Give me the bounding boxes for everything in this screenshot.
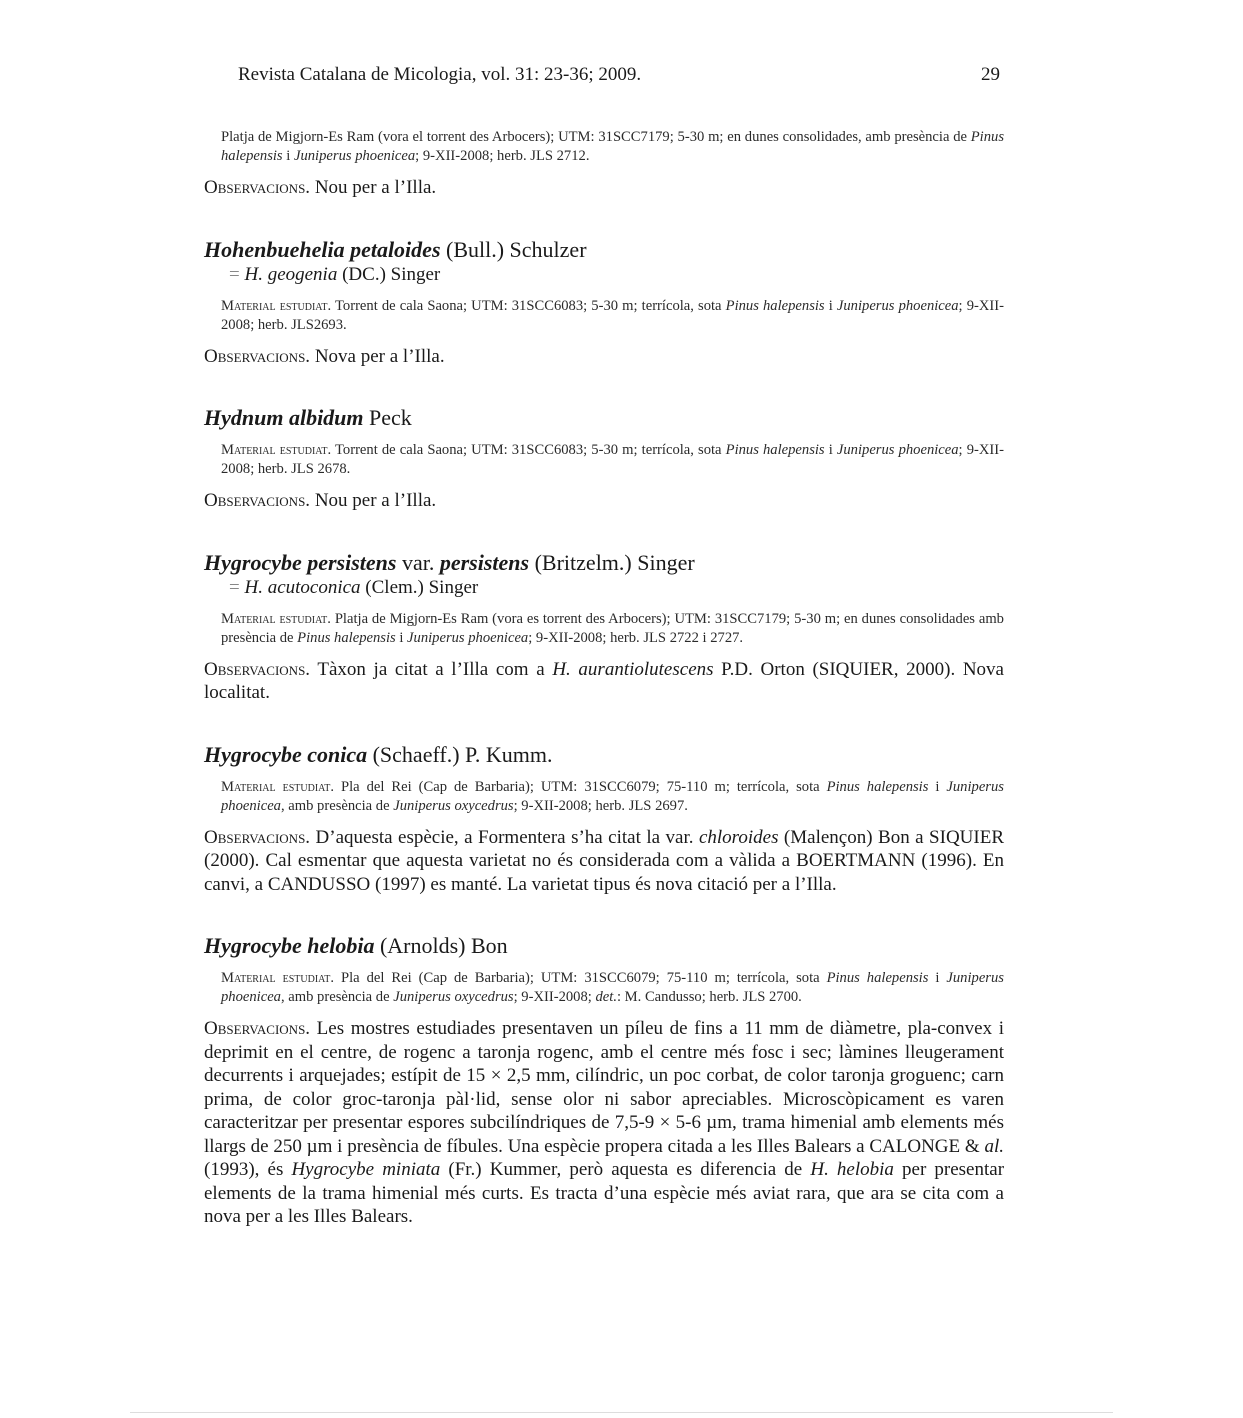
material-text: , amb presència de [280, 989, 394, 1005]
conjunction: i [282, 148, 294, 164]
material-paragraph [221, 610, 1004, 648]
species-author: (Schaeff.) P. Kumm. [367, 741, 553, 767]
observations-label: Observacions. [204, 490, 311, 511]
conjunction: i [928, 970, 947, 986]
synonym-sign: = [229, 263, 245, 285]
taxon-name: Juniperus phoenicea [293, 148, 416, 164]
observations-text: per presentar elements de la trama himenial més curts. Es tracta d’una espècie més aviat rara, que ara se cita com a nova per a les Illes Balears. [204, 1159, 1005, 1227]
material-label: Material estudiat. [221, 442, 332, 458]
material-text: ; 9-XII-2008; [513, 989, 596, 1005]
material-text: Pla del Rei (Cap de Barbaria); UTM: 31SCC6079; 75-110 m; terrícola, sota [334, 778, 827, 795]
material-text: ; 9-XII-2008; herb. JLS 2697. [513, 797, 688, 814]
taxon-name: H. helobia [810, 1159, 894, 1180]
material-paragraph [221, 441, 1004, 479]
observations-label: Observacions. [204, 658, 311, 680]
material-text: Torrent de cala Saona; UTM: 31SCC6083; 5-30 m; terrícola, sota [331, 442, 726, 458]
taxon-name: Juniperus phoenicea [836, 297, 959, 314]
observations-paragraph [204, 1017, 1004, 1229]
material-text: ; 9-XII-2008; herb. JLS 2712. [415, 148, 590, 164]
material-text: Platja de Migjorn-Es Ram (vora es torrent des Arbocers); UTM: 31SCC7179; 5-30 m; en dunes consolidades amb presència de [221, 610, 1004, 646]
observations-text: (Fr.) Kummer, però aquesta es diferencia de [440, 1159, 811, 1180]
taxon-name: Pinus halepensis [826, 970, 929, 986]
material-label: Material estudiat. [221, 778, 335, 795]
article-body [204, 128, 1004, 1229]
species-name: Hydnum albidum [204, 405, 364, 430]
species-name: Hygrocybe conica [204, 741, 368, 767]
synonym-author: (DC.) Singer [337, 263, 441, 285]
synonym-line [229, 576, 1004, 600]
species-author: Peck [363, 405, 412, 430]
observations-text: Nou per a l’Illa. [310, 177, 437, 198]
taxon-name: Pinus halepensis [297, 629, 396, 646]
observations-label: Observacions. [204, 826, 311, 848]
synonym-line [229, 263, 1004, 287]
page-bottom-edge [130, 1412, 1113, 1413]
taxon-name: H. aurantiolutescens [552, 658, 714, 680]
species-heading [204, 549, 1004, 576]
material-label: Material estudiat. [221, 970, 335, 986]
observations-text: Les mostres estudiades presentaven un píleu de fins a 11 mm de diàmetre, pla-convex i deprimit en el centre, de rogenc a taronja rogenc, amb el centre més fosc i sec; làmines lleugerament decurrents i arquejades; estípit de 15 × 2,5 mm, cilíndric, un poc corbat, de color taronja groguenc; carn prima, de color groc-taronja pàl·lid, sense olor ni sabor apreciables. Microscòpicament es varen caracteritzar per presentar espores subcilíndriques de 7,5-9 × 5-6 µm, trama himenial amb elements més llargs de 250 µm i presència de fíbules. Una espècie propera citada a les Illes Balears a CALONGE & [204, 1018, 1004, 1157]
observations-text: Nova per a l’Illa. [310, 345, 445, 367]
page-number: 29 [981, 64, 1000, 85]
species-author: (Britzelm.) Singer [529, 549, 695, 575]
conjunction: i [928, 778, 947, 795]
observations-label: Observacions. [204, 345, 311, 367]
conjunction: i [824, 297, 837, 314]
material-text: Platja de Migjorn-Es Ram (vora el torrent des Arbocers); UTM: 31SCC7179; 5-30 m; en dunes consolidades, amb presència de [221, 129, 971, 145]
material-text: ; 9-XII-2008; herb. JLS 2678. [221, 442, 1004, 477]
species-heading [204, 741, 1004, 768]
material-text: Torrent de cala Saona; UTM: 31SCC6083; 5-30 m; terrícola, sota [331, 297, 726, 314]
observations-text: Nou per a l’Illa. [310, 490, 437, 511]
material-paragraph [221, 969, 1004, 1007]
taxon-name: Pinus halepensis [221, 129, 1004, 164]
material-paragraph [221, 297, 1004, 335]
species-name: Hohenbuehelia petaloides [204, 236, 441, 262]
taxon-name: Juniperus phoenicea [407, 629, 529, 646]
material-text: : M. Candusso; herb. JLS 2700. [616, 989, 802, 1005]
citation-abbrev: al. [984, 1135, 1004, 1157]
observations-text: (Malençon) Bon a SIQUIER (2000). Cal esmentar que aquesta varietat no és considerada com a vàlida a BOERTMANN (1996). En canvi, a CANDUSSO (1997) es manté. La varietat tipus és nova citació per a l’Illa. [204, 826, 1004, 895]
taxon-name: chloroides [698, 826, 779, 848]
taxon-name: Juniperus phoenicea [221, 778, 1004, 814]
material-text: , amb presència de [280, 797, 394, 814]
species-heading [204, 236, 1004, 263]
synonym-name: H. acutoconica [244, 576, 361, 598]
material-label: Material estudiat. [221, 297, 332, 314]
observations-label: Observacions. [204, 177, 311, 198]
variety-name: persistens [439, 549, 530, 575]
observations-paragraph [204, 658, 1004, 705]
material-text: Pla del Rei (Cap de Barbaria); UTM: 31SCC6079; 75-110 m; terrícola, sota [334, 970, 827, 986]
taxon-name: Pinus halepensis [725, 442, 825, 458]
material-paragraph [221, 778, 1004, 816]
observations-paragraph [204, 826, 1004, 897]
species-heading [204, 404, 1004, 431]
synonym-name: H. geogenia [244, 263, 338, 285]
observations-text: P.D. Orton (SIQUIER, 2000). Nova localitat. [204, 658, 1004, 703]
conjunction: i [824, 442, 837, 458]
taxon-name: Pinus halepensis [725, 297, 825, 314]
taxon-name: Juniperus oxycedrus [393, 797, 514, 814]
journal-citation: Revista Catalana de Micologia, vol. 31: 23-36; 2009. [238, 64, 642, 85]
synonym-author: (Clem.) Singer [360, 576, 479, 598]
species-author: (Bull.) Schulzer [440, 236, 587, 262]
observations-text: D’aquesta espècie, a Formentera s’ha citat la var. [310, 826, 699, 848]
observations-label: Observacions. [204, 1018, 311, 1039]
taxon-name: Hygrocybe miniata [291, 1159, 441, 1180]
observations-paragraph [204, 176, 1004, 200]
observations-text: Tàxon ja citat a l’Illa com a [310, 658, 553, 680]
species-author: (Arnolds) Bon [374, 933, 508, 958]
observations-text: (1993), és [204, 1159, 292, 1180]
material-text: ; 9-XII-2008; herb. JLS 2722 i 2727. [528, 629, 744, 646]
material-paragraph [221, 128, 1004, 166]
determiner-abbrev: det. [595, 989, 617, 1005]
taxon-name: Pinus halepensis [826, 778, 929, 795]
taxon-name: Juniperus phoenicea [836, 442, 959, 458]
species-name: Hygrocybe persistens [204, 549, 397, 575]
material-label: Material estudiat. [221, 610, 331, 627]
synonym-sign: = [229, 576, 245, 598]
observations-paragraph [204, 345, 1004, 369]
taxon-name: Juniperus oxycedrus [393, 989, 514, 1005]
species-heading [204, 932, 1004, 959]
taxon-name: Juniperus phoenicea [221, 970, 1004, 1005]
variety-marker: var. [396, 549, 440, 575]
conjunction: i [395, 629, 408, 646]
species-name: Hygrocybe helobia [204, 933, 375, 958]
observations-paragraph [204, 489, 1004, 513]
material-text: ; 9-XII-2008; herb. JLS2693. [221, 297, 1004, 333]
